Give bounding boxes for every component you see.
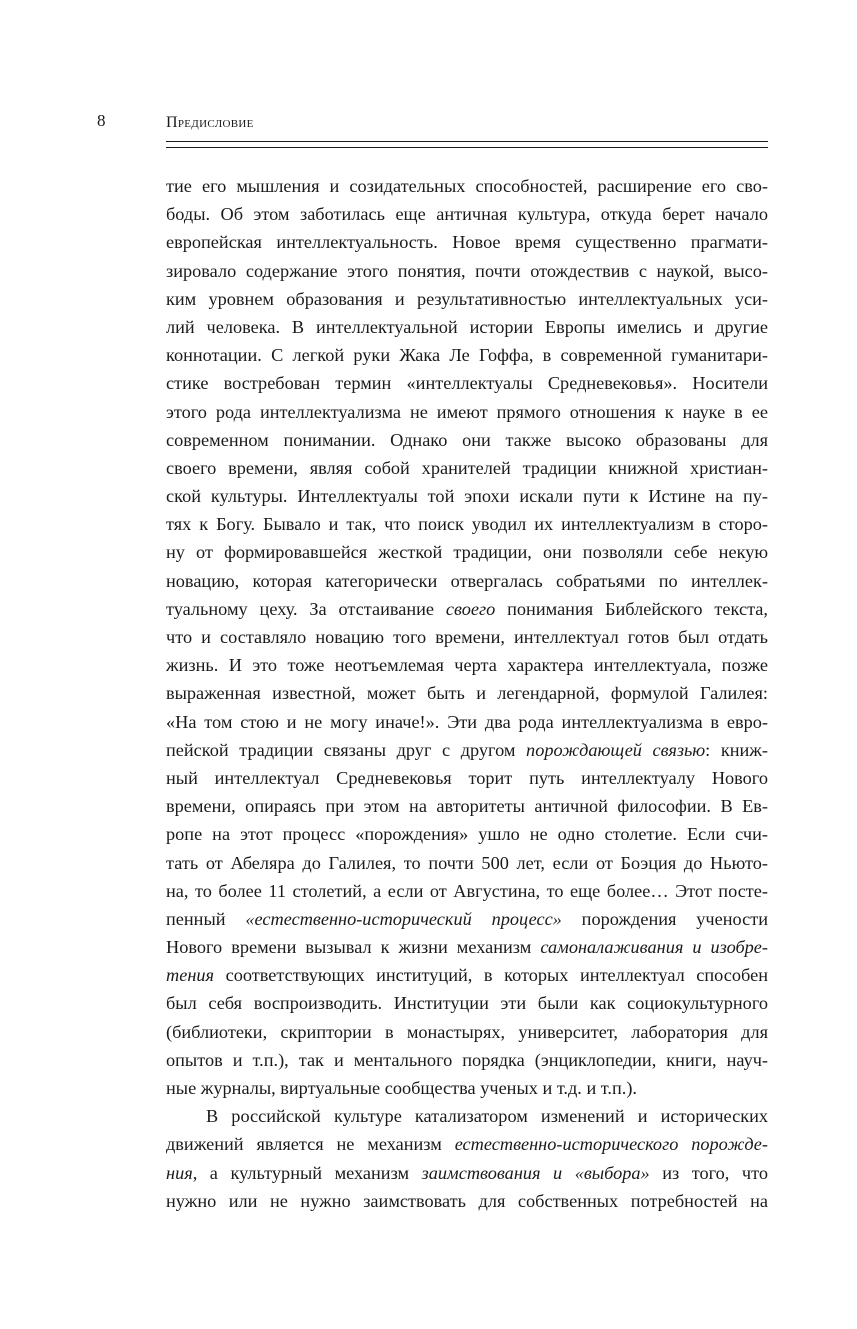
text-run: ропе на этот процесс «порождения» ушло не одно столетие. Если счи-	[166, 824, 768, 845]
text-run: соответствующих институций, в которых интеллектуал способен	[214, 965, 768, 986]
text-run: зировало содержание этого понятия, почти отождествив с наукой, высо-	[166, 260, 768, 281]
text-line	[166, 482, 768, 510]
text-run: стике востребован термин «интеллектуалы Средневековья». Носители	[166, 373, 768, 394]
text-run: , а культурный механизм	[192, 1162, 422, 1183]
text-run: пенный	[166, 908, 246, 929]
text-line	[166, 398, 768, 426]
text-run: выраженная известной, может быть и легендарной, формулой Галилея:	[166, 683, 768, 704]
text-line	[166, 1018, 768, 1046]
text-line	[166, 369, 768, 397]
text-line	[166, 651, 768, 679]
text-run: порождения учености	[561, 908, 768, 929]
text-line	[166, 172, 768, 200]
text-run: тие его мышления и созидательных способностей, расширение его сво-	[166, 176, 768, 196]
text-run: ской культуры. Интеллектуалы той эпохи искали пути к Истине на пу-	[166, 486, 768, 507]
page-number: 8	[97, 111, 106, 130]
text-run: нужно или не нужно заимствовать для собственных потребностей на	[166, 1190, 768, 1211]
text-run: современном понимании. Однако они также высоко образованы для	[166, 429, 768, 450]
text-line	[166, 341, 768, 369]
text-run: коннотации. С легкой руки Жака Ле Гоффа, в современной гуманитари-	[166, 345, 768, 366]
italic-text: естественно-исторического порожде-	[454, 1134, 768, 1155]
text-line	[166, 567, 768, 595]
text-line	[166, 313, 768, 341]
text-line	[166, 257, 768, 285]
text-line	[166, 764, 768, 792]
italic-text: своего	[445, 598, 496, 619]
text-line	[166, 989, 768, 1017]
text-line	[166, 1074, 768, 1102]
header-rule-bottom	[166, 147, 768, 148]
text-run: В российской культуре катализатором изменений и исторических	[206, 1106, 768, 1127]
text-line	[166, 820, 768, 848]
body-text	[166, 172, 768, 1215]
text-line	[166, 1159, 768, 1187]
text-run: понимания Библейского текста,	[495, 598, 768, 619]
text-line	[166, 454, 768, 482]
text-run: Нового времени вызывал к жизни механизм	[166, 937, 541, 958]
text-run: туальному цеху. За отстаивание	[166, 598, 446, 619]
text-line	[166, 877, 768, 905]
text-line	[166, 849, 768, 877]
text-run: ный интеллектуал Средневековья торит путь интеллектуалу Нового	[166, 767, 768, 788]
italic-text: ния	[166, 1162, 193, 1183]
text-run: ные журналы, виртуальные сообщества ученых и т.д. и т.п.).	[166, 1078, 637, 1098]
header-rule-top	[166, 141, 768, 142]
text-run: ну от формировавшейся жесткой традиции, они позволяли себе некую	[166, 542, 768, 563]
text-run: на, то более 11 столетий, а если от Августина, то еще более… Этот посте-	[166, 880, 768, 901]
text-run: своего времени, являя собой хранителей традиции книжной христиан-	[166, 457, 768, 478]
text-run: опытов и т.п.), так и ментального порядка (энциклопедии, книги, науч-	[166, 1049, 768, 1070]
text-run: жизнь. И это тоже неотъемлемая черта характера интеллектуала, позже	[166, 655, 768, 676]
text-run: лий человека. В интеллектуальной истории Европы имелись и другие	[166, 316, 768, 337]
text-run: «На том стою и не могу иначе!». Эти два рода интеллектуализма в евро-	[166, 711, 768, 732]
text-run: (библиотеки, скриптории в монастырях, университет, лаборатория для	[166, 1021, 768, 1042]
text-run: тать от Абеляра до Галилея, то почти 500 лет, если от Боэция до Ньюто-	[166, 852, 768, 873]
text-line	[166, 736, 768, 764]
text-line	[166, 905, 768, 933]
text-run: ким уровнем образования и результативностью интеллектуальных уси-	[166, 288, 768, 309]
text-run: : книж-	[705, 739, 768, 760]
running-title: Предисловие	[166, 114, 254, 131]
italic-text: порождающей связью	[526, 739, 706, 760]
text-line	[166, 510, 768, 538]
italic-text: самоналаживания и изобре-	[540, 937, 769, 958]
text-run: новацию, которая категорически отвергалась собратьями по интеллек-	[166, 570, 768, 591]
text-line	[166, 933, 768, 961]
text-line	[166, 792, 768, 820]
text-line	[166, 623, 768, 651]
text-line	[166, 1102, 768, 1130]
text-line	[166, 285, 768, 313]
text-line	[166, 1046, 768, 1074]
text-run: европейская интеллектуальность. Новое время существенно прагмати-	[166, 232, 768, 253]
text-line	[166, 538, 768, 566]
text-run: движений является не механизм	[166, 1134, 455, 1155]
text-line	[166, 1187, 768, 1215]
text-line	[166, 679, 768, 707]
text-line	[166, 708, 768, 736]
italic-text: «естественно-исторический процесс»	[245, 908, 562, 929]
text-line	[166, 1130, 768, 1158]
text-run: тях к Богу. Бывало и так, что поиск уводил их интеллектуализм в сторо-	[166, 514, 768, 535]
italic-text: тения	[166, 965, 215, 986]
text-line	[166, 426, 768, 454]
text-line	[166, 228, 768, 256]
text-run: пейской традиции связаны друг с другом	[166, 739, 527, 760]
italic-text: заимствования и «выбора»	[421, 1162, 650, 1183]
text-run: что и составляло новацию того времени, интеллектуал готов был отдать	[166, 627, 768, 647]
text-run: боды. Об этом заботилась еще античная культура, откуда берет начало	[166, 204, 768, 225]
text-line	[166, 200, 768, 228]
text-run: этого рода интеллектуализма не имеют прямого отношения к науке в ее	[166, 401, 768, 422]
text-line	[166, 595, 768, 623]
text-run: из того, что	[649, 1162, 768, 1183]
text-run: времени, опираясь при этом на авторитеты античной философии. В Ев-	[166, 796, 768, 817]
text-run: был себя воспроизводить. Институции эти были как социокультурного	[166, 993, 768, 1014]
text-line	[166, 961, 768, 989]
